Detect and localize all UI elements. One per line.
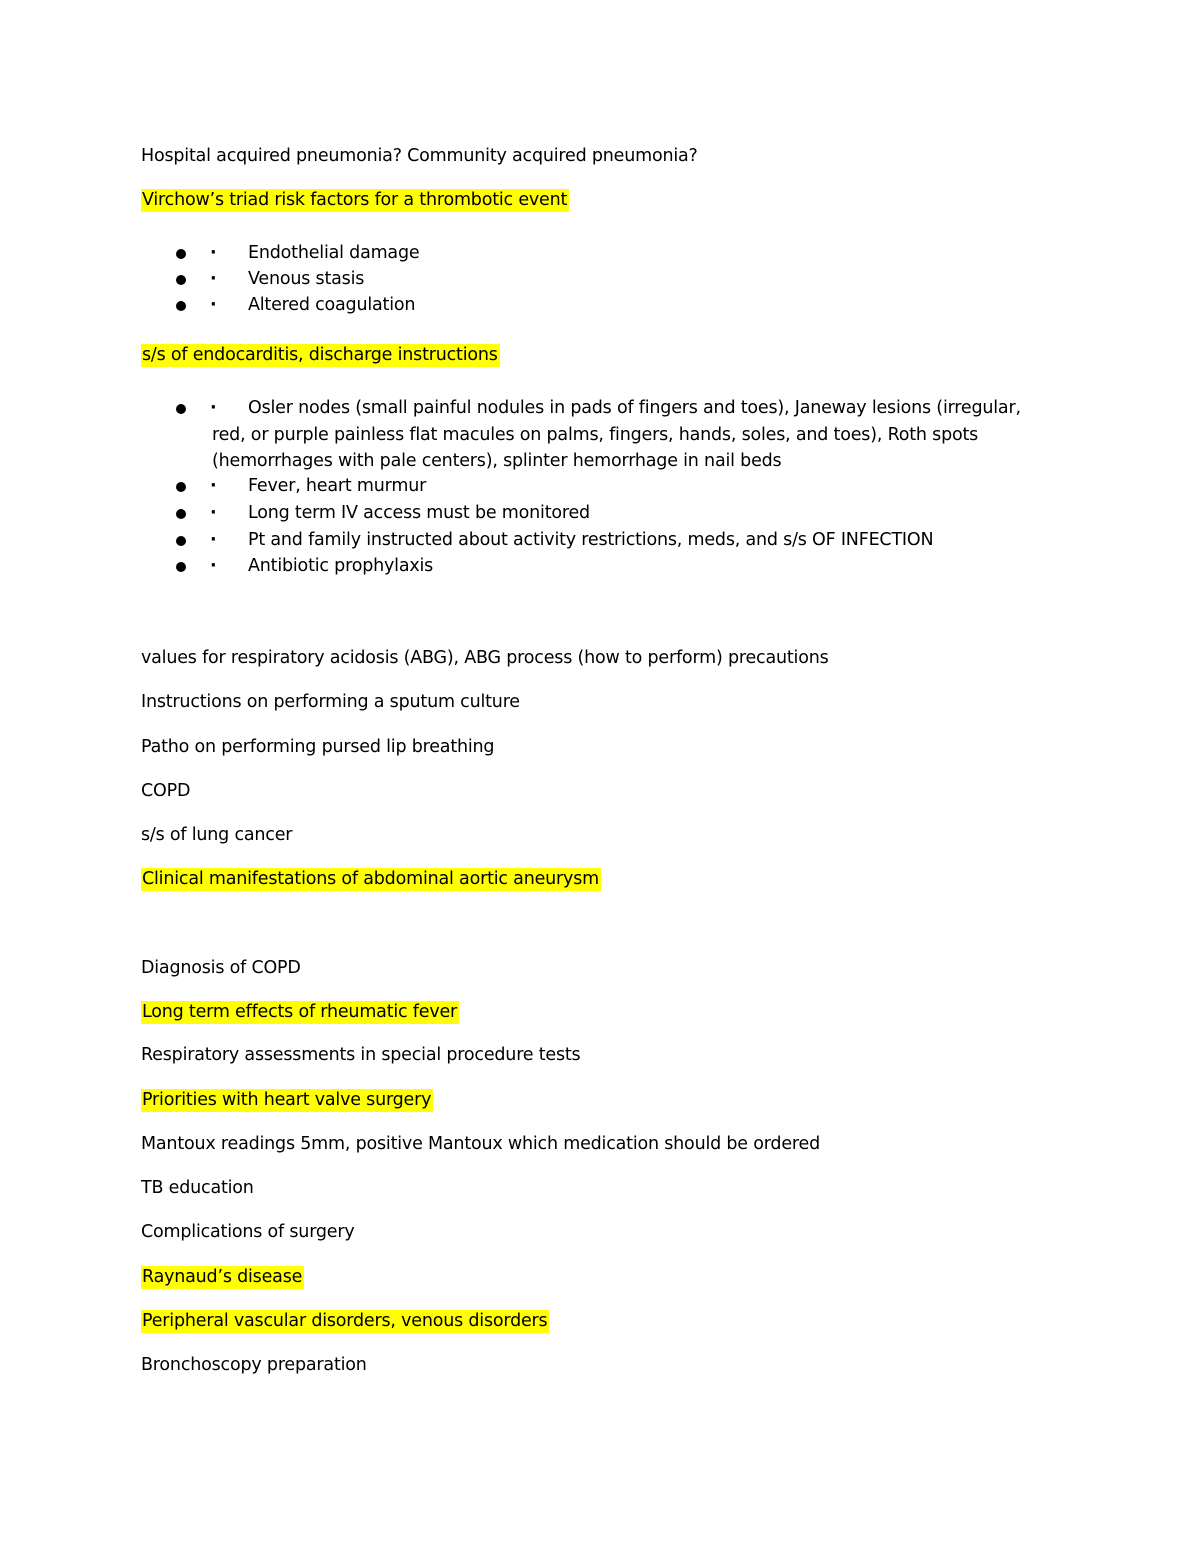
list-item-text: Pt and family instructed about activity restrictions, meds, and s/s OF INFECTION bbox=[248, 530, 934, 550]
line-abg: values for respiratory acidosis (ABG), ABG process (how to perform) precautions bbox=[141, 648, 829, 668]
list-item-text: Osler nodes (small painful nodules in pads of fingers and toes), Janeway lesions (irregular, red, or purple painless flat macules on palms, fingers, hands, soles, and toes), Roth spots (hemorrhages with pale centers), splinter hemorrhage in nail beds bbox=[212, 398, 1021, 471]
highlighted-text: Priorities with heart valve surgery bbox=[142, 1090, 432, 1110]
line-raynaud bbox=[141, 1266, 304, 1288]
line-bronchoscopy: Bronchoscopy preparation bbox=[141, 1355, 367, 1375]
middot-marker: · bbox=[210, 556, 217, 576]
line-copd-diagnosis: Diagnosis of COPD bbox=[141, 958, 301, 978]
bullet-icon bbox=[176, 509, 186, 519]
line-pursed-lip: Patho on performing pursed lip breathing bbox=[141, 737, 495, 757]
middot-marker: · bbox=[210, 503, 217, 523]
bullet-icon bbox=[176, 249, 186, 259]
middot-marker: · bbox=[210, 476, 217, 496]
line-pvd bbox=[141, 1310, 549, 1332]
line-aaa bbox=[141, 868, 601, 890]
highlighted-text: s/s of endocarditis, discharge instructions bbox=[142, 345, 498, 365]
line-mantoux: Mantoux readings 5mm, positive Mantoux which medication should be ordered bbox=[141, 1134, 820, 1154]
list-item-text: Fever, heart murmur bbox=[248, 476, 427, 496]
highlighted-text: Virchow’s triad risk factors for a thrombotic event bbox=[142, 190, 568, 210]
list-item-text: Altered coagulation bbox=[248, 295, 416, 315]
middot-marker: · bbox=[210, 530, 217, 550]
highlighted-text: Long term effects of rheumatic fever bbox=[142, 1002, 458, 1022]
bullet-icon bbox=[176, 562, 186, 572]
bullet-icon bbox=[176, 482, 186, 492]
line-sputum: Instructions on performing a sputum culture bbox=[141, 692, 520, 712]
line-complications: Complications of surgery bbox=[141, 1222, 355, 1242]
bullet-icon bbox=[176, 536, 186, 546]
list-item-text: Endothelial damage bbox=[248, 243, 420, 263]
middot-marker: · bbox=[210, 243, 217, 263]
middot-marker: · bbox=[210, 269, 217, 289]
line-lung-cancer: s/s of lung cancer bbox=[141, 825, 293, 845]
list-item-text: Antibiotic prophylaxis bbox=[248, 556, 434, 576]
highlighted-text: Clinical manifestations of abdominal aortic aneurysm bbox=[142, 869, 599, 889]
bullet-icon bbox=[176, 301, 186, 311]
bullet-icon bbox=[176, 275, 186, 285]
heading-endocarditis bbox=[141, 344, 500, 366]
line-valve-surgery bbox=[141, 1089, 433, 1111]
heading-pneumonia: Hospital acquired pneumonia? Community acquired pneumonia? bbox=[141, 146, 698, 166]
list-item-text: Venous stasis bbox=[248, 269, 365, 289]
bullet-icon bbox=[176, 404, 186, 414]
middot-marker: · bbox=[210, 398, 217, 418]
highlighted-text: Raynaud’s disease bbox=[142, 1267, 303, 1287]
highlighted-text: Peripheral vascular disorders, venous disorders bbox=[142, 1311, 548, 1331]
middot-marker: · bbox=[210, 295, 217, 315]
heading-virchow bbox=[141, 189, 569, 211]
line-tb: TB education bbox=[141, 1178, 254, 1198]
list-item-text: Long term IV access must be monitored bbox=[248, 503, 590, 523]
line-resp-assess: Respiratory assessments in special procedure tests bbox=[141, 1045, 581, 1065]
line-copd: COPD bbox=[141, 781, 191, 801]
line-rheumatic bbox=[141, 1001, 459, 1023]
